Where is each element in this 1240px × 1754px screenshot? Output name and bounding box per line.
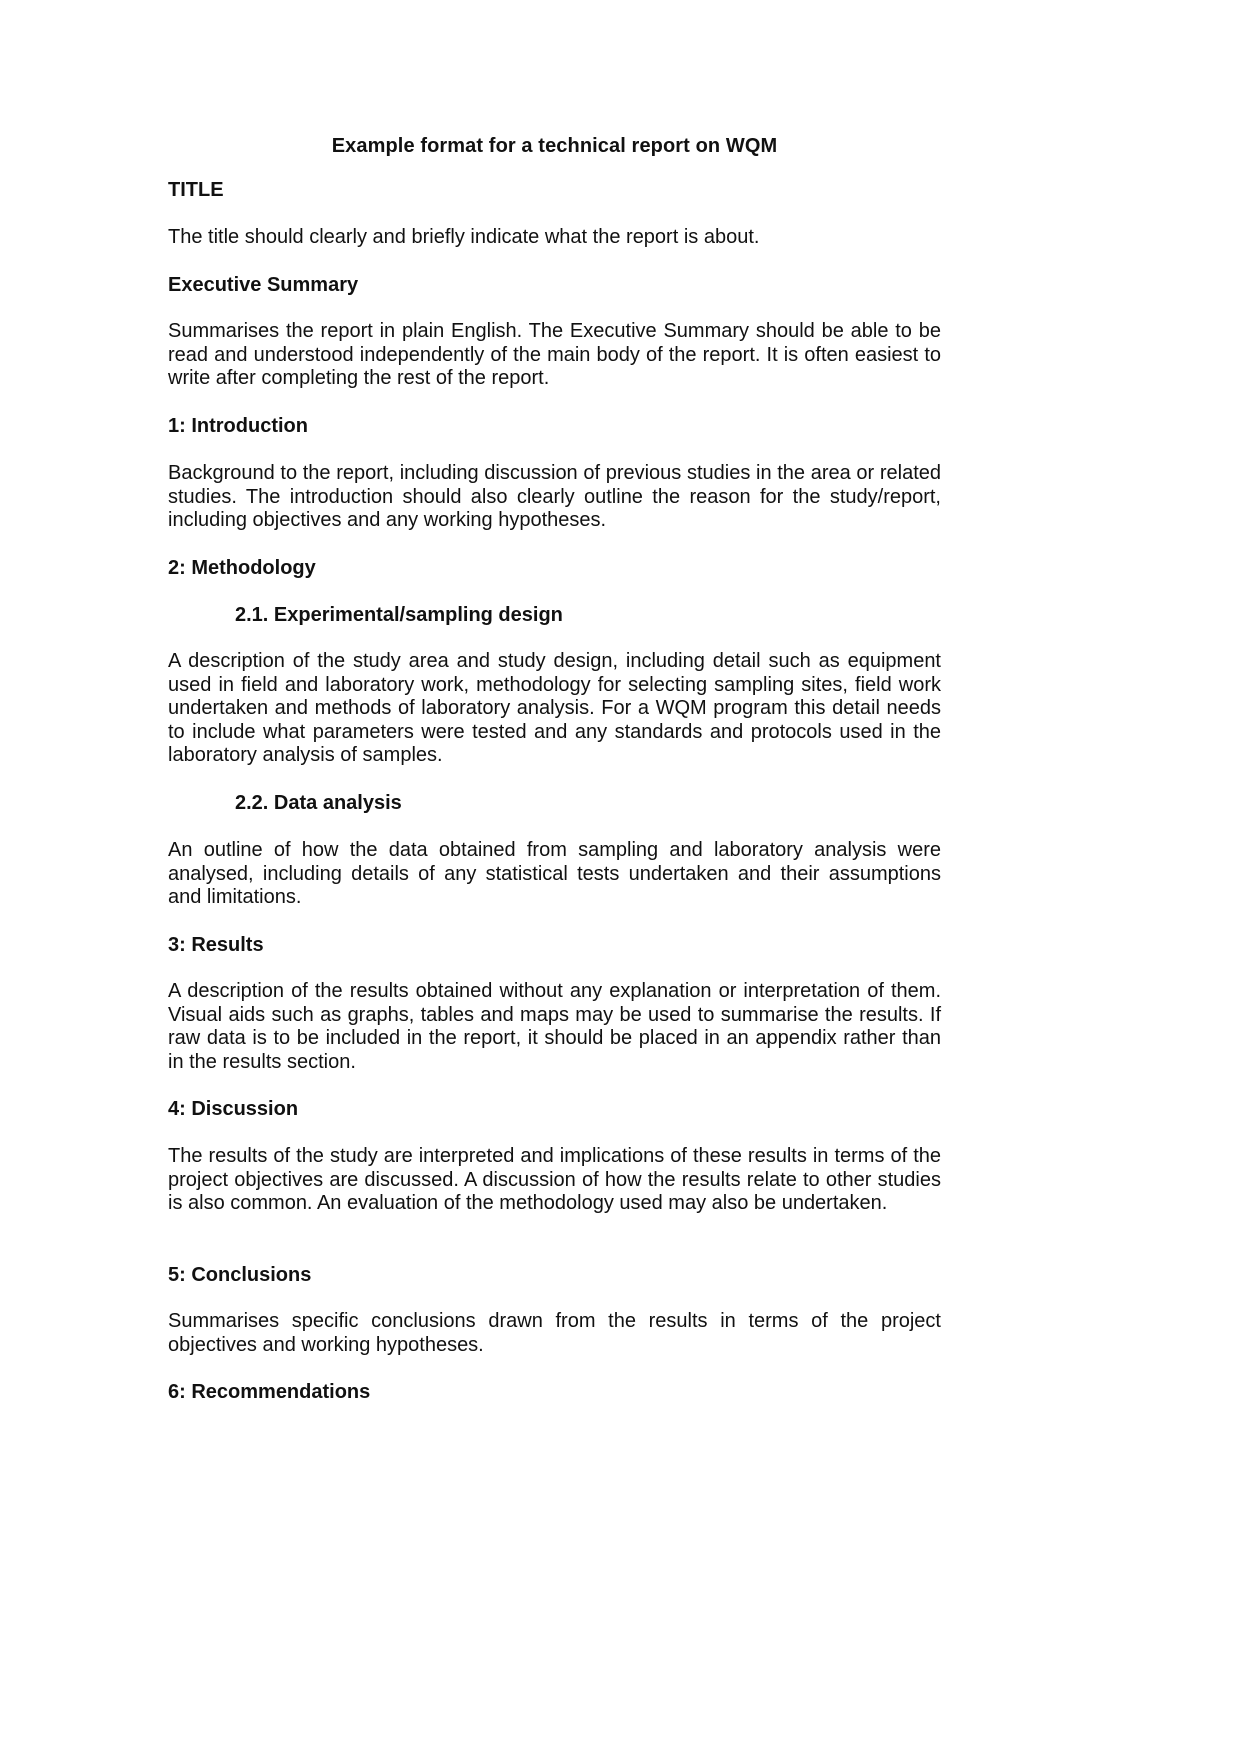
- subsection-heading-sampling-design: 2.1. Experimental/sampling design: [235, 604, 563, 626]
- section-heading-results: 3: Results: [168, 934, 264, 956]
- subsection-heading-data-analysis: 2.2. Data analysis: [235, 792, 402, 814]
- section-text-title: The title should clearly and briefly indicate what the report is about.: [168, 226, 760, 248]
- section-heading-methodology: 2: Methodology: [168, 557, 316, 579]
- section-text-results: A description of the results obtained without any explanation or interpretation of them. Visual aids such as graphs, tables and maps may be used to summarise the results. If raw data is to be included in the report, it should be placed in an appendix rather than in the results section.: [168, 980, 941, 1073]
- subsection-text-data-analysis: An outline of how the data obtained from sampling and laboratory analysis were analysed, including details of any statistical tests undertaken and their assumptions and limitations.: [168, 839, 941, 908]
- subsection-text-sampling-design: A description of the study area and study design, including detail such as equipment used in field and laboratory work, methodology for selecting sampling sites, field work undertaken and methods of laboratory analysis. For a WQM program this detail needs to include what parameters were tested and any standards and protocols used in the laboratory analysis of samples.: [168, 650, 941, 766]
- document-title: Example format for a technical report on WQM: [331, 135, 778, 157]
- section-heading-discussion: 4: Discussion: [168, 1098, 299, 1120]
- section-heading-executive-summary: Executive Summary: [168, 274, 359, 296]
- section-text-discussion: The results of the study are interpreted and implications of these results in terms of the project objectives are discussed. A discussion of how the results relate to other studies is also common. An evaluation of the methodology used may also be undertaken.: [168, 1145, 941, 1214]
- section-text-executive-summary: Summarises the report in plain English. The Executive Summary should be able to be read and understood independently of the main body of the report. It is often easiest to write after completing the rest of the report.: [168, 320, 941, 389]
- section-text-introduction: Background to the report, including discussion of previous studies in the area or related studies. The introduction should also clearly outline the reason for the study/report, including objectives and any working hypotheses.: [168, 462, 941, 531]
- section-heading-conclusions: 5: Conclusions: [168, 1264, 312, 1286]
- section-text-conclusions: Summarises specific conclusions drawn from the results in terms of the project objectives and working hypotheses.: [168, 1310, 941, 1356]
- section-heading-title: TITLE: [168, 179, 224, 201]
- section-heading-introduction: 1: Introduction: [168, 415, 308, 437]
- section-heading-recommendations: 6: Recommendations: [168, 1381, 371, 1403]
